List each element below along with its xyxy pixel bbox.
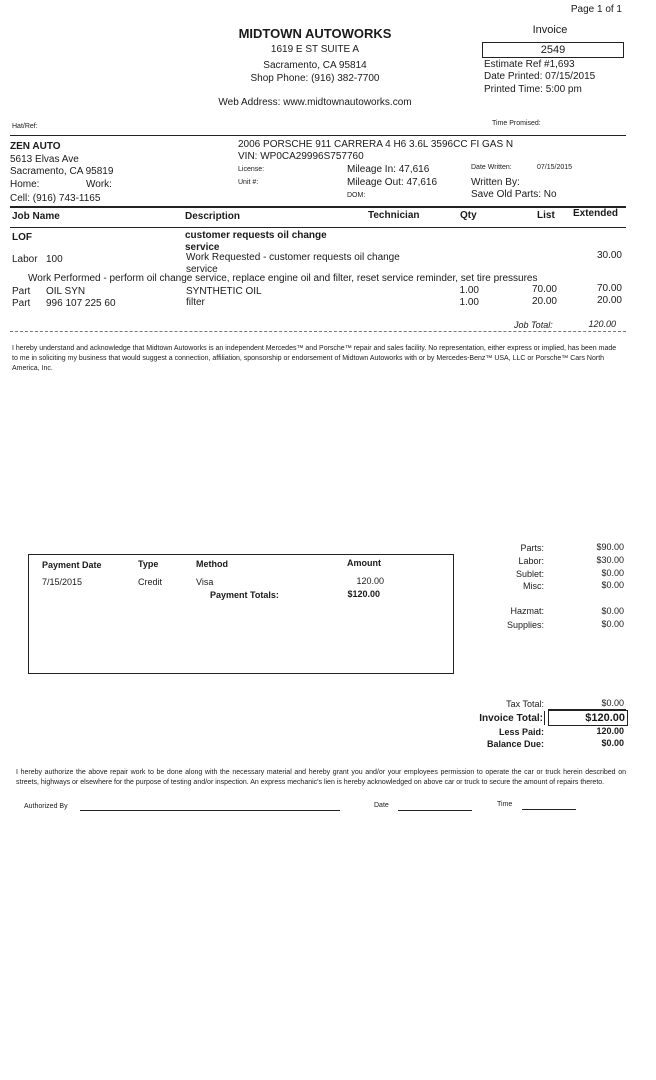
mileage-in: Mileage In: 47,616	[347, 164, 430, 175]
invoice-label: Invoice	[532, 24, 568, 36]
page-number: Page 1 of 1	[570, 4, 622, 15]
summary-parts-value: $90.00	[596, 542, 624, 552]
part-1-description: SYNTHETIC OIL	[186, 286, 262, 297]
column-header-top-rule	[10, 206, 626, 208]
payment-row-method: Visa	[196, 577, 214, 587]
summary-misc-value: $0.00	[601, 580, 624, 590]
time-promised-label: Time Promised:	[492, 120, 541, 127]
invoice-total-label: Invoice Total:	[479, 713, 543, 724]
payment-box	[28, 554, 454, 674]
customer-street: 5613 Elvas Ave	[10, 154, 79, 165]
part-2-qty: 1.00	[459, 297, 479, 308]
payment-totals-label: Payment Totals:	[210, 590, 279, 600]
payment-row-amount: 120.00	[356, 576, 384, 586]
license-label: License:	[238, 166, 265, 173]
summary-sublet-value: $0.00	[601, 568, 624, 578]
estimate-ref: Estimate Ref #1,693	[484, 59, 575, 70]
dom-label: DOM:	[347, 192, 366, 199]
auth-date-line[interactable]	[398, 810, 472, 811]
less-paid-value: 120.00	[596, 726, 624, 736]
auth-time-label: Time	[497, 801, 513, 808]
part-1-extended: 70.00	[596, 283, 622, 294]
payment-type-header: Type	[138, 559, 159, 569]
written-by: Written By:	[471, 177, 520, 188]
mileage-out: Mileage Out: 47,616	[347, 177, 438, 188]
invoice-total-value: $120.00	[548, 710, 628, 726]
unit-label: Unit #:	[238, 179, 259, 186]
vehicle-vin: VIN: WP0CA29996S757760	[238, 151, 364, 162]
date-written-label: Date Written:	[471, 164, 512, 171]
shop-phone: Shop Phone: (916) 382-7700	[250, 73, 380, 84]
summary-labor-label: Labor:	[518, 556, 544, 566]
header-divider	[10, 135, 626, 136]
summary-supplies-value: $0.00	[601, 619, 624, 629]
authorized-by-label: Authorized By	[24, 803, 68, 810]
summary-hazmat-label: Hazmat:	[510, 606, 544, 616]
customer-city: Sacramento, CA 95819	[10, 166, 114, 177]
auth-date-label: Date	[374, 802, 389, 809]
payment-date-header: Payment Date	[42, 560, 102, 570]
summary-sublet-label: Sublet:	[515, 569, 544, 579]
part-2-type: Part	[12, 298, 31, 309]
save-old-parts: Save Old Parts: No	[471, 189, 557, 200]
invoice-total-input-box	[544, 711, 545, 725]
shop-web-address: Web Address: www.midtownautoworks.com	[218, 97, 412, 108]
payment-method-header: Method	[196, 559, 228, 569]
payment-row-date: 7/15/2015	[42, 577, 83, 587]
shop-address-line2: Sacramento, CA 95814	[263, 60, 367, 71]
col-description: Description	[185, 211, 241, 222]
summary-misc-label: Misc:	[523, 581, 544, 591]
part-1-qty: 1.00	[459, 285, 479, 296]
job-total-label: Job Total:	[514, 320, 553, 330]
summary-tax-label: Tax Total:	[506, 699, 544, 709]
auth-time-line[interactable]	[522, 809, 576, 810]
job-description-line1: customer requests oil change	[185, 230, 327, 241]
job-description-line2: service	[185, 242, 220, 253]
col-extended: Extended	[573, 208, 619, 219]
column-header-bottom-rule	[10, 227, 626, 228]
authorization-text: I hereby authorize the above repair work to be done along with the necessary material and hereby grant you and/or your employees permission to operate the car or truck herein described on streets, highways or elsewhere for the purpose of testing and/or inspection. An express mechanic's lien is hereby acknowledged on above car or truck to secure the amount of repairs thereto.	[16, 769, 626, 786]
summary-parts-label: Parts:	[520, 543, 544, 553]
part-2-description: filter	[186, 297, 205, 308]
hat-ref-label: Hat/Ref:	[12, 123, 38, 130]
independence-disclaimer: I hereby understand and acknowledge that Midtown Autoworks is an independent Mercedes™ and Porsche™ repair and sales facility. No representation, either express or implied, has been made to me in soliciting my business that would suggest a connection, affiliation, sponsorship or endorsement of Midtown Autoworks with or by Mercedes-Benz™ USA, LLC or Porsche™ Cars North America, Inc.	[12, 345, 617, 372]
customer-name: ZEN AUTO	[10, 141, 61, 152]
summary-tax-value: $0.00	[601, 698, 624, 708]
labor-label: Labor	[12, 254, 38, 265]
job-name: LOF	[12, 232, 32, 243]
customer-home-phone: Home:	[10, 179, 40, 190]
part-2-number: 996 107 225 60	[46, 298, 116, 309]
work-requested-line2: service	[186, 264, 218, 275]
balance-due-value: $0.00	[601, 738, 624, 748]
col-job-name: Job Name	[12, 211, 60, 222]
customer-cell-phone: Cell: (916) 743-1165	[10, 193, 101, 204]
customer-work-phone: Work:	[86, 179, 112, 190]
part-2-list: 20.00	[531, 296, 557, 307]
balance-due-label: Balance Due:	[486, 739, 544, 749]
work-performed: Work Performed - perform oil change service, replace engine oil and filter, reset service reminder, set tire pressures	[28, 273, 538, 284]
date-written-value: 07/15/2015	[537, 164, 573, 171]
work-requested-line1: Work Requested - customer requests oil change	[186, 252, 400, 263]
authorized-by-signature-line[interactable]	[80, 810, 340, 811]
payment-row-type: Credit	[138, 577, 163, 587]
date-printed: Date Printed: 07/15/2015	[484, 71, 596, 82]
invoice-number: 2549	[482, 42, 624, 58]
shop-name: MIDTOWN AUTOWORKS	[238, 26, 392, 41]
less-paid-label: Less Paid:	[498, 727, 544, 737]
col-qty: Qty	[460, 210, 477, 221]
printed-time: Printed Time: 5:00 pm	[484, 84, 582, 95]
payment-totals-value: $120.00	[347, 589, 380, 599]
labor-extended: 30.00	[596, 250, 622, 261]
part-2-extended: 20.00	[596, 295, 622, 306]
summary-labor-value: $30.00	[596, 555, 624, 565]
part-1-type: Part	[12, 286, 31, 297]
job-total-rule	[10, 331, 626, 332]
part-1-list: 70.00	[531, 284, 557, 295]
summary-hazmat-value: $0.00	[601, 606, 624, 616]
labor-code: 100	[46, 254, 63, 265]
part-1-number: OIL SYN	[46, 286, 86, 297]
col-technician: Technician	[368, 210, 420, 221]
vehicle-description: 2006 PORSCHE 911 CARRERA 4 H6 3.6L 3596CC FI GAS N	[238, 139, 514, 150]
shop-address-line1: 1619 E ST SUITE A	[270, 44, 360, 55]
payment-amount-header: Amount	[347, 558, 381, 568]
summary-supplies-label: Supplies:	[506, 620, 544, 630]
job-total-value: 120.00	[588, 319, 616, 329]
col-list: List	[537, 210, 555, 221]
